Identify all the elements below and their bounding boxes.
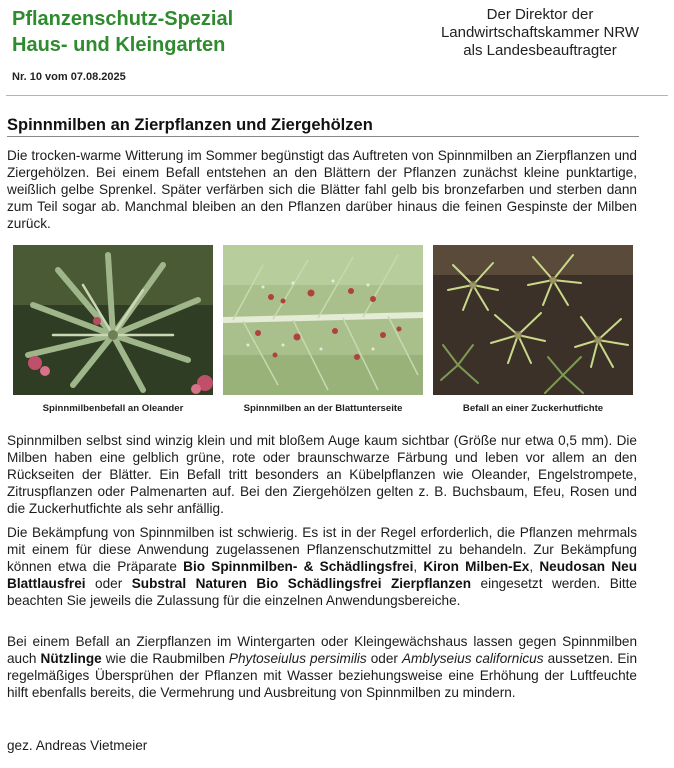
spruce-photo	[433, 245, 633, 395]
header-divider	[6, 95, 668, 96]
text-run: ,	[413, 559, 424, 574]
page-header	[0, 0, 674, 96]
product-name: Kiron Milben-Ex	[423, 559, 530, 574]
brand-title-line1: Pflanzenschutz-Spezial	[12, 8, 234, 30]
org-line: Landwirtschaftskammer NRW	[440, 24, 640, 41]
text-run: ,	[529, 559, 540, 574]
issue-number: Nr. 10 vom 07.08.2025	[12, 71, 126, 83]
text-run: oder	[85, 576, 132, 591]
leaf-underside-photo	[223, 245, 423, 395]
figure-row	[13, 245, 637, 421]
oleander-photo	[13, 245, 213, 395]
product-name: Substral Naturen Bio Schädlingsfrei Zierpflanzen	[131, 576, 472, 591]
org-line: Der Direktor der	[486, 6, 594, 23]
text-run: oder	[366, 651, 402, 666]
signature: gez. Andreas Vietmeier	[7, 738, 148, 753]
description-paragraph: Spinnmilben selbst sind winzig klein und mit bloßem Auge kaum sichtbar (Größe nur etwa 0,5 mm). Die Milben haben eine gelblich grüne, rote oder braunschwarze Färbung und leben vor allem an den Rückseiten der Blätter. Ein Befall tritt besonders an Kübelpflanzen wie Oleander, Engelstrompete, Zitruspflanzen oder Palmenarten auf. Bei den Ziergehölzen gelten z. B. Buchsbaum, Efeu, Rosen und die Zuckerhutfichte als sehr anfällig.	[7, 433, 637, 516]
text-run: Bei einem Befall an Zierpflanzen im Wintergarten oder Kleingewächshaus lassen gegen Spinnmilben auch	[7, 634, 637, 666]
figure-caption: Spinnmilbenbefall an Oleander	[42, 403, 184, 414]
product-name: Bio Spinnmilben- & Schädlingsfrei	[183, 559, 414, 574]
species-name: Amblyseius californicus	[401, 651, 544, 666]
figure-caption: Befall an einer Zuckerhutfichte	[462, 403, 604, 414]
figure-spruce	[433, 245, 633, 421]
intro-paragraph: Die trocken-warme Witterung im Sommer begünstigt das Auftreten von Spinnmilben an Zierpflanzen und Ziergehölzen. Bei einem Befall entstehen an den Blättern der Pflanzen zunächst kleine punktartige, weißlich gelbe Sprenkel. Später verfärben sich die Blätter fahl gelb bis bronzefarben und sterben dann zum Teil sogar ab. Manchmal bleiben an den Pflanzen darüber hinaus die feinen Gespinste der Milben zurück.	[7, 148, 637, 231]
figure-leaf-underside	[223, 245, 423, 421]
emphasis-term: Nützlinge	[40, 651, 102, 666]
text-run: eingesetzt werden. Bitte beachten Sie jeweils die Zulassung für die einzelnen Anwendungsbereiche.	[7, 576, 637, 608]
figure-oleander	[13, 245, 213, 421]
species-name: Phytoseiulus persimilis	[228, 651, 367, 666]
beneficials-paragraph	[7, 633, 637, 701]
product-name: Neudosan Neu Blattlausfrei	[7, 559, 637, 591]
organization-block	[420, 6, 660, 60]
brand-title-line2: Haus- und Kleingarten	[12, 34, 226, 56]
text-run: aussetzen. Ein regelmäßiges Übersprühen der Pflanzen mit Wasser beziehungsweise eine Erhöhung der Luftfeuchte hilft ebenfalls bereits, die Vermehrung und Ausbreitung von Spinnmilben zu mindern.	[7, 651, 638, 700]
text-run: Die Bekämpfung von Spinnmilben ist schwierig. Es ist in der Regel erforderlich, die Pflanzen mehrmals mit einem für diese Anwendung zugelassenen Pflanzenschutzmittel zu behandeln. Zur Bekämpfung können etwa die Präparate	[7, 525, 637, 574]
article-title: Spinnmilben an Zierpflanzen und Ziergehölzen	[7, 116, 639, 137]
figure-caption: Spinnmilben an der Blattunterseite	[243, 403, 403, 414]
control-paragraph	[7, 524, 637, 609]
org-line: als Landesbeauftragter	[463, 42, 617, 59]
text-run: wie die Raubmilben	[101, 651, 229, 666]
